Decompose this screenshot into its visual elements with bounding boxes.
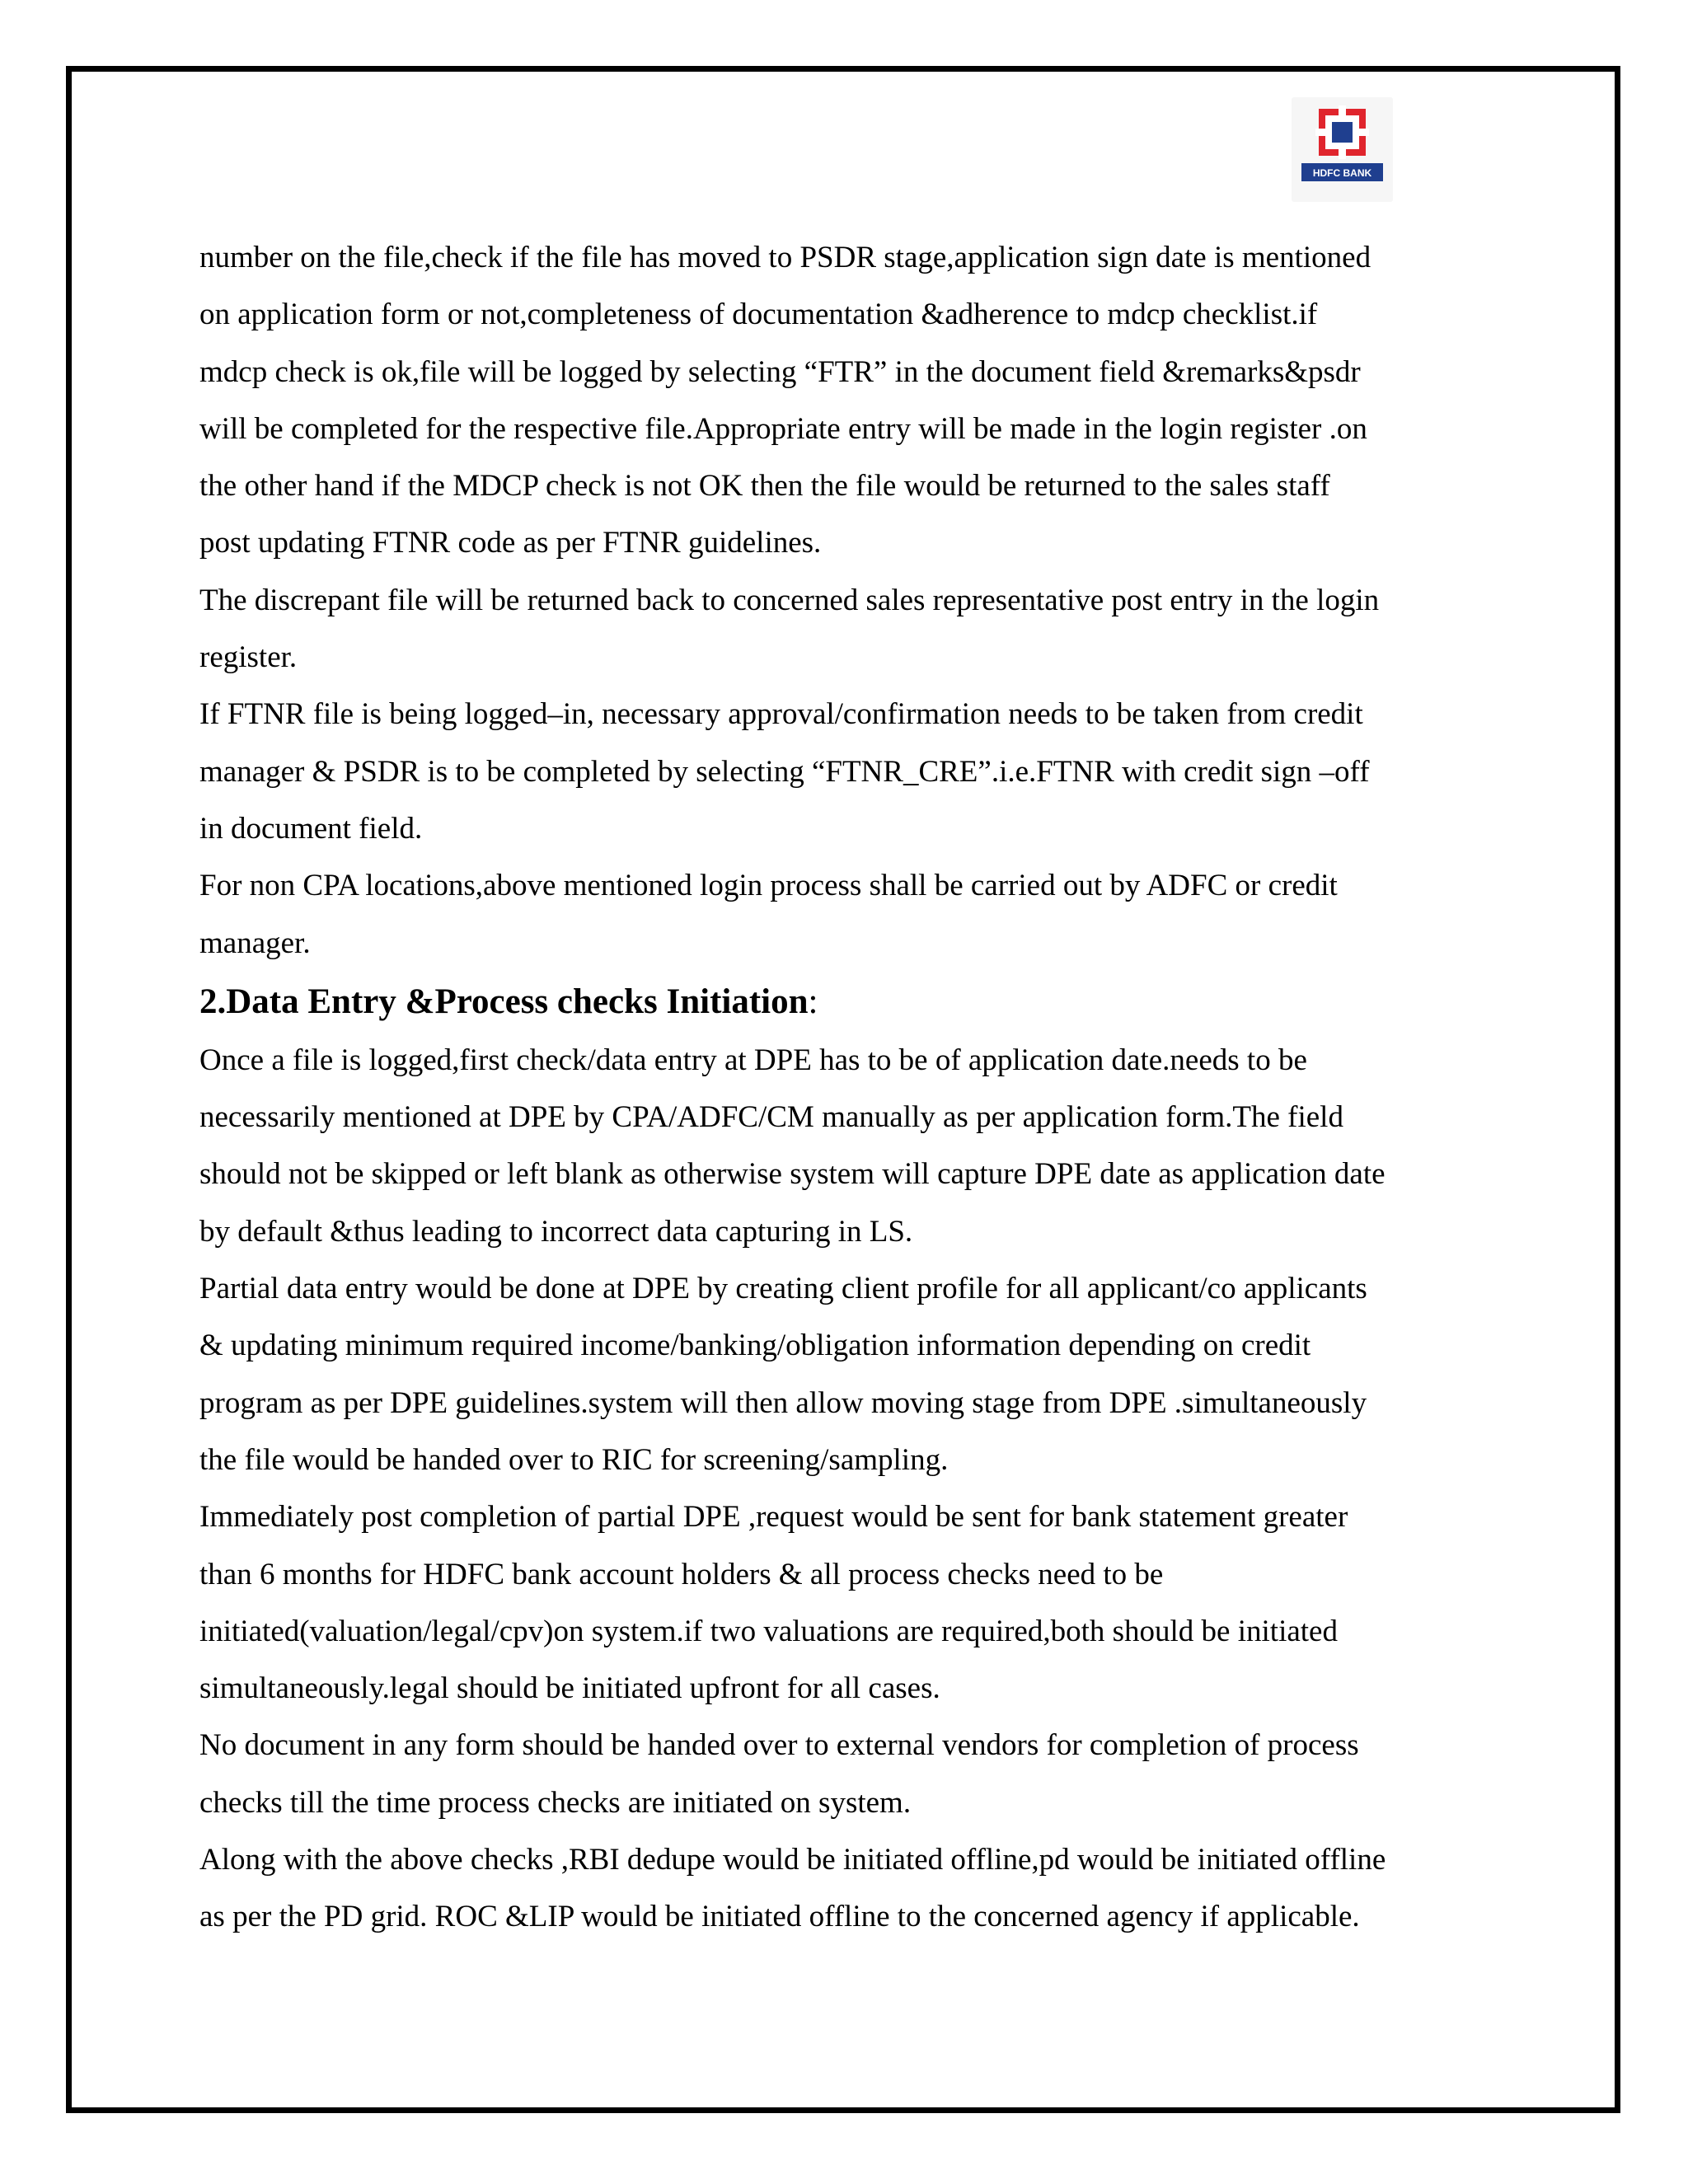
paragraph-non-cpa bbox=[199, 857, 1510, 972]
text-line: Along with the above checks ,RBI dedupe would be initiated offline,pd would be initiated offline bbox=[199, 1843, 1386, 1877]
text-line: No document in any form should be handed over to external vendors for completion of process bbox=[199, 1728, 1359, 1763]
text-line: than 6 months for HDFC bank account holders & all process checks need to be bbox=[199, 1557, 1164, 1591]
text-line: in document field. bbox=[199, 811, 423, 846]
text-line: number on the file,check if the file has moved to PSDR stage,application sign date is mentioned bbox=[199, 241, 1372, 274]
text-line: as per the PD grid. ROC &LIP would be initiated offline to the concerned agency if applicable. bbox=[199, 1900, 1360, 1934]
text-line: If FTNR file is being logged–in, necessary approval/confirmation needs to be taken from credit bbox=[199, 697, 1363, 732]
text-line: by default &thus leading to incorrect data capturing in LS. bbox=[199, 1214, 913, 1249]
paragraph-partial-dpe bbox=[199, 1260, 1510, 1488]
text-line: the file would be handed over to RIC for screening/sampling. bbox=[199, 1442, 949, 1477]
text-line: the other hand if the MDCP check is not OK then the file would be returned to the sales staff bbox=[199, 469, 1330, 504]
paragraph-external-vendors bbox=[199, 1717, 1510, 1831]
text-line: Immediately post completion of partial DPE ,request would be sent for bank statement greater bbox=[199, 1500, 1348, 1535]
text-line: For non CPA locations,above mentioned login process shall be carried out by ADFC or credit bbox=[199, 869, 1338, 903]
logo-text: HDFC BANK bbox=[1312, 167, 1372, 179]
paragraph-bank-statement bbox=[199, 1488, 1510, 1717]
paragraph-data-entry bbox=[199, 1032, 1510, 1260]
text-line: should not be skipped or left blank as otherwise system will capture DPE date as application date bbox=[199, 1157, 1386, 1192]
document-body bbox=[199, 229, 1510, 1946]
paragraph-discrepant-file bbox=[199, 572, 1510, 687]
text-line: checks till the time process checks are initiated on system. bbox=[199, 1785, 912, 1820]
text-line: on application form or not,completeness of documentation &adherence to mdcp checklist.if bbox=[199, 298, 1318, 332]
text-line: The discrepant file will be returned back to concerned sales representative post entry in the login bbox=[199, 583, 1380, 617]
hdfc-bank-logo bbox=[1292, 97, 1393, 202]
section-heading-text: 2.Data Entry &Process checks Initiation bbox=[199, 982, 809, 1021]
paragraph-ftnr-login bbox=[199, 686, 1510, 857]
text-line: Once a file is logged,first check/data entry at DPE has to be of application date.needs to be bbox=[199, 1043, 1307, 1077]
paragraph-mdcp-check bbox=[199, 229, 1510, 572]
text-line: register. bbox=[199, 640, 298, 675]
text-line: manager & PSDR is to be completed by selecting “FTNR_CRE”.i.e.FTNR with credit sign –off bbox=[199, 754, 1370, 789]
text-line: & updating minimum required income/banking/obligation information depending on credit bbox=[199, 1329, 1311, 1363]
text-line: manager. bbox=[199, 926, 311, 960]
text-line: post updating FTNR code as per FTNR guidelines. bbox=[199, 526, 822, 560]
logo-blue-square bbox=[1332, 122, 1353, 143]
hdfc-logo-mark bbox=[1315, 105, 1369, 159]
text-line: necessarily mentioned at DPE by CPA/ADFC/CM manually as per application form.The field bbox=[199, 1100, 1343, 1135]
text-line: will be completed for the respective file.Appropriate entry will be made in the login register .on bbox=[199, 411, 1367, 446]
text-line: simultaneously.legal should be initiated upfront for all cases. bbox=[199, 1671, 940, 1706]
text-line: initiated(valuation/legal/cpv)on system.if two valuations are required,both should be initiated bbox=[199, 1614, 1338, 1648]
text-line: mdcp check is ok,file will be logged by selecting “FTR” in the document field &remarks&psdr bbox=[199, 354, 1361, 389]
text-line: Partial data entry would be done at DPE by creating client profile for all applicant/co applicants bbox=[199, 1272, 1367, 1306]
paragraph-rbi-dedupe bbox=[199, 1831, 1510, 1946]
section-heading bbox=[199, 972, 1510, 1032]
text-line: program as per DPE guidelines.system will then allow moving stage from DPE .simultaneously bbox=[199, 1385, 1367, 1420]
section-heading-colon: : bbox=[808, 982, 818, 1021]
